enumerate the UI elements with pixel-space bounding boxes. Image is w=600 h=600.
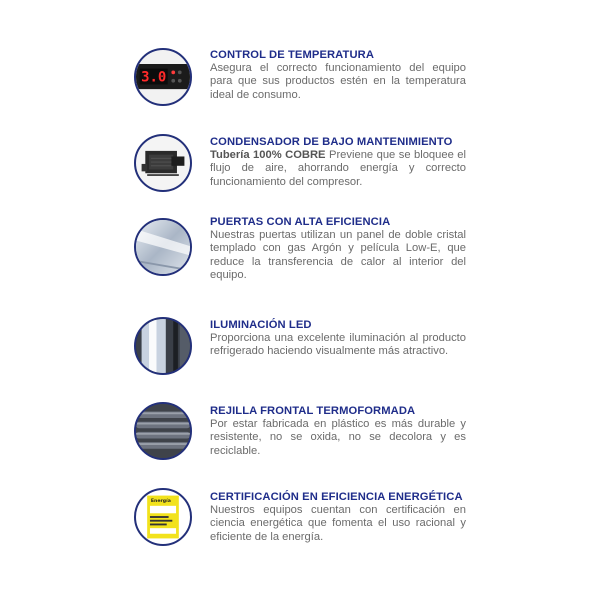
feature-title: ILUMINACIÓN LED [210, 319, 312, 331]
feature-description: Nuestros equipos cuentan con certificación en ciencia energética que fomenta el uso racional y eficiente de la energía. [210, 504, 466, 543]
temperature-display-value: 3.0 [141, 69, 167, 86]
feature-description: Proporciona una excelente iluminación al producto refrigerado haciendo visualmente más atractivo. [210, 332, 466, 358]
feature-title: REJILLA FRONTAL TERMOFORMADA [210, 405, 416, 417]
feature-description: Nuestras puertas utilizan un panel de doble cristal templado con gas Argón y película Low-E, que reduce la transferencia de calor al interior del equipo. [210, 229, 466, 281]
feature-description: Por estar fabricada en plástico es más durable y resistente, no se oxida, no se decolora y es reciclable. [210, 418, 466, 457]
led-light-icon [134, 317, 192, 375]
temperature-controller-icon [134, 48, 192, 106]
feature-title: CONDENSADOR DE BAJO MANTENIMIENTO [210, 136, 453, 148]
feature-title: CONTROL DE TEMPERATURA [210, 49, 375, 61]
feature-description: Asegura el correcto funcionamiento del equipo para que sus productos estén en la temperatura ideal de consumo. [210, 62, 466, 101]
front-grille-icon [134, 402, 192, 460]
energy-label-text: Energía [150, 499, 171, 505]
feature-description-text: Previene que se bloquee el flujo de aire, ahorrando energía y correcto funcionamiento del compresor. [210, 149, 466, 188]
feature-description-bold: Tubería 100% COBRE [210, 149, 326, 161]
feature-description [210, 149, 466, 189]
glass-door-icon [134, 218, 192, 276]
energy-label-icon [134, 488, 192, 546]
feature-title: CERTIFICACIÓN EN EFICIENCIA ENERGÉTICA [210, 491, 463, 503]
feature-title: PUERTAS CON ALTA EFICIENCIA [210, 216, 391, 228]
condenser-icon [134, 134, 192, 192]
